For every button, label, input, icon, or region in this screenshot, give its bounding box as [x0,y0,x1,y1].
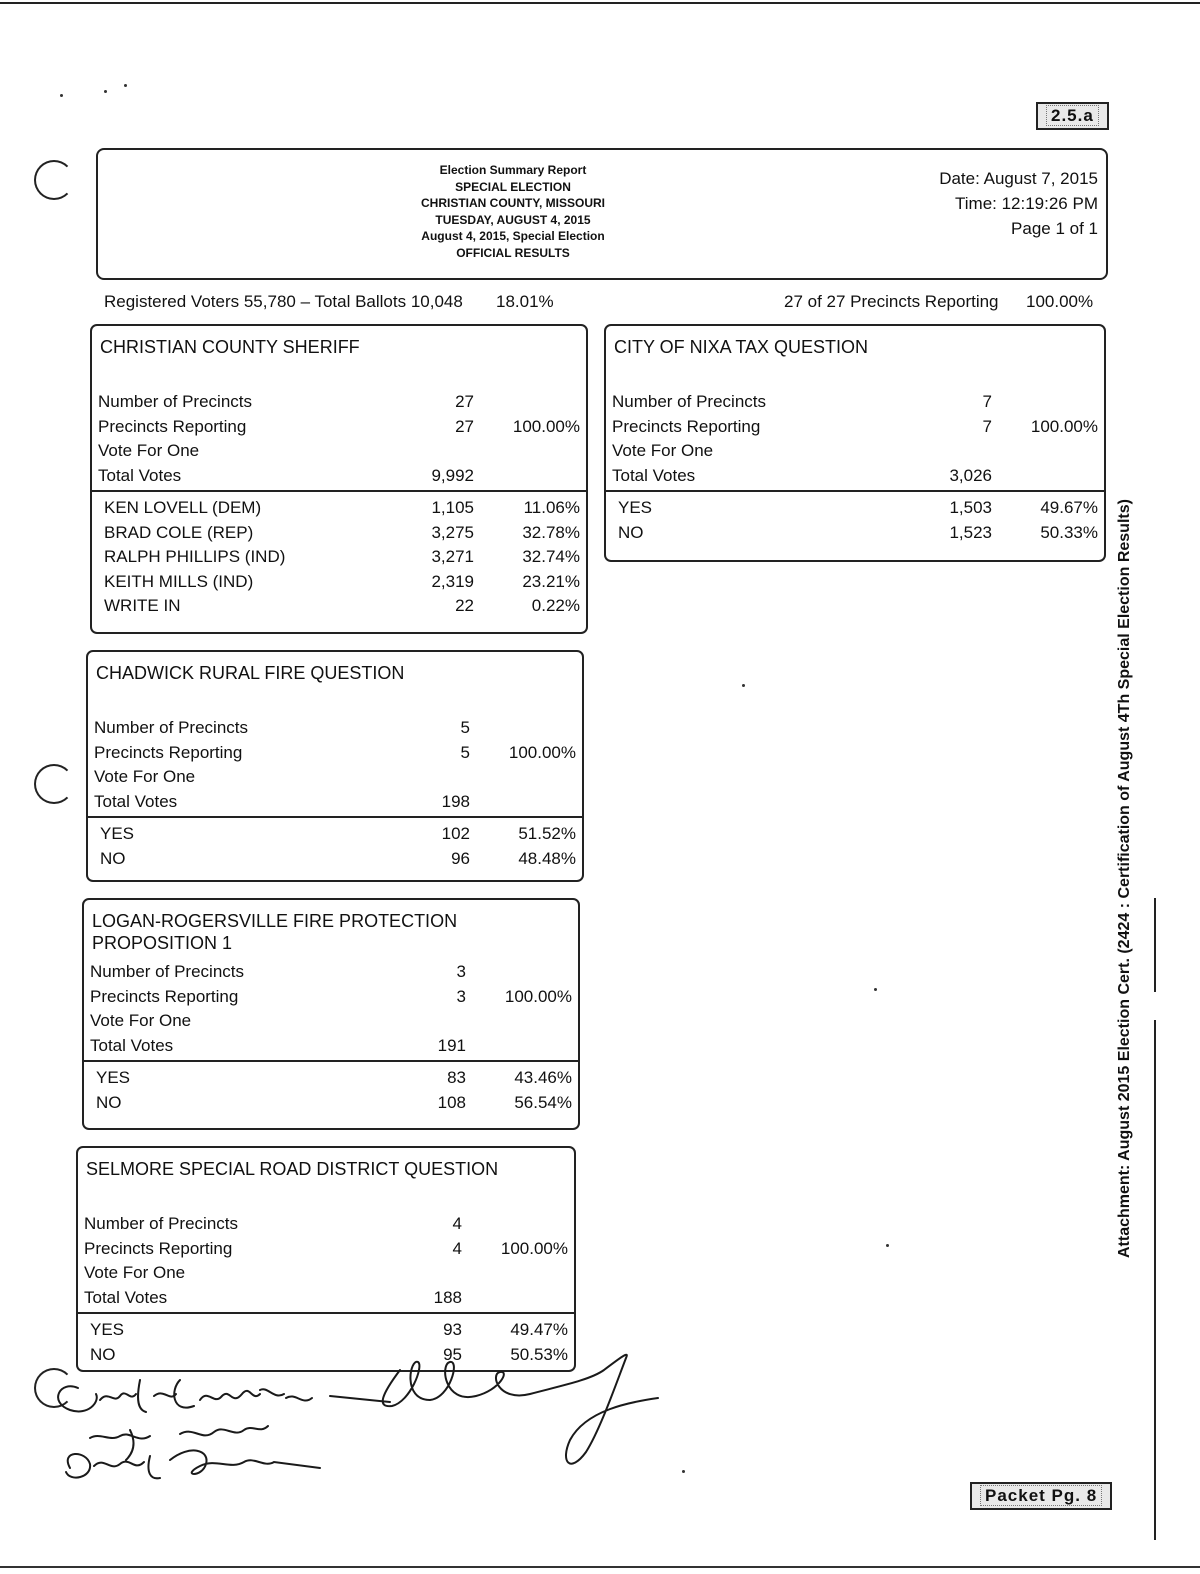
margin-line [1154,1020,1156,1540]
precincts-reporting-summary: 27 of 27 Precincts Reporting [784,292,999,311]
stat-label: Vote For One [98,441,200,460]
result-pct: 50.33% [1040,522,1098,542]
stat-label: Precincts Reporting [84,1238,233,1258]
stat-label: Number of Precincts [94,718,248,737]
report-header [96,148,1108,280]
stat-label: Total Votes [612,465,696,485]
stat-label: Vote For One [612,441,714,460]
section-tag [1036,102,1109,130]
stat-value: 9,992 [431,465,474,485]
report-election-name: August 4, 2015, Special Election [421,229,605,243]
stat-row-number-of-precincts [84,962,578,986]
packet-page-tag [970,1482,1112,1510]
report-election-day: TUESDAY, AUGUST 4, 2015 [435,212,591,227]
stat-row-precincts-reporting [84,987,578,1011]
section-tag-label: 2.5.a [1046,105,1099,126]
stat-label: Vote For One [84,1263,186,1282]
stat-row-total-votes [78,1288,574,1312]
stat-value: 5 [460,742,470,762]
stat-value: 4 [452,1214,462,1233]
result-value: 93 [443,1320,462,1339]
result-value: 1,503 [949,498,992,517]
result-row-brad-cole-rep [92,523,586,547]
stat-value: 7 [982,416,992,436]
stat-label: Precincts Reporting [90,986,239,1006]
report-title: Election Summary Report [439,163,587,177]
results-divider [88,816,582,818]
report-date: Date: August 7, 2015 [939,169,1098,188]
results-divider [78,1312,574,1314]
result-pct: 32.78% [522,522,580,542]
result-pct: 49.47% [510,1320,568,1339]
stat-value: 27 [455,416,474,436]
stat-label: Number of Precincts [90,962,244,981]
result-value: 95 [443,1344,462,1364]
stat-row-total-votes [92,466,586,490]
result-value: 3,275 [431,522,474,542]
stat-row-number-of-precincts [92,392,586,416]
race-box-christian-county-sheriff [90,324,588,634]
stat-pct: 100.00% [504,986,572,1006]
precincts-reporting-percent: 100.00% [1026,292,1094,311]
stat-value: 198 [441,791,470,811]
result-pct: 23.21% [522,571,580,591]
result-label: NO [96,1092,122,1112]
punch-hole [34,764,74,804]
result-label: NO [100,848,126,868]
margin-line [1154,898,1156,992]
results-divider [84,1060,578,1062]
stat-row-total-votes [84,1036,578,1060]
result-label: NO [618,522,644,542]
result-row-yes [606,498,1104,522]
stat-value: 3 [456,962,466,981]
report-county: CHRISTIAN COUNTY, MISSOURI [420,196,605,210]
result-label: KEITH MILLS (IND) [104,571,254,591]
stat-row-total-votes [606,466,1104,490]
stat-pct: 100.00% [512,416,580,436]
result-row-ralph-phillips-ind [92,547,586,571]
result-label: YES [96,1068,131,1087]
result-pct: 49.67% [1040,498,1098,517]
report-page: Page 1 of 1 [1011,219,1098,238]
result-row-ken-lovell-dem [92,498,586,522]
result-row-write-in [92,596,586,620]
report-title-block [398,162,628,261]
stat-row-number-of-precincts [78,1214,574,1238]
stat-value: 4 [452,1238,462,1258]
result-label: YES [618,498,653,517]
stat-label: Total Votes [90,1035,174,1055]
result-pct: 11.06% [523,498,580,517]
stat-label: Number of Precincts [84,1214,238,1233]
report-time: Time: 12:19:26 PM [955,194,1098,213]
result-value: 102 [441,824,470,843]
result-row-no [84,1093,578,1117]
stat-label: Number of Precincts [612,392,766,411]
results-divider [606,490,1104,492]
stat-row-precincts-reporting [92,417,586,441]
stat-row-precincts-reporting [606,417,1104,441]
signatures [30,1350,670,1500]
stat-value: 27 [455,392,474,411]
report-election-type: SPECIAL ELECTION [455,179,571,194]
result-value: 22 [455,596,474,615]
bottom-border-line [0,1566,1200,1568]
result-value: 96 [451,848,470,868]
stat-label: Total Votes [84,1287,168,1307]
scan-speck [742,684,745,687]
packet-page-label: Packet Pg. 8 [980,1485,1102,1506]
result-row-no [88,849,582,873]
result-value: 1,523 [949,522,992,542]
stat-row-vote-for-one [88,767,582,791]
punch-hole [34,160,74,200]
stat-value: 3 [456,986,466,1006]
race-box-chadwick-rural-fire-question [86,650,584,882]
race-title: CHADWICK RURAL FIRE QUESTION [96,663,405,683]
stat-row-vote-for-one [606,441,1104,465]
race-box-selmore-special-road-district [76,1146,576,1372]
race-title: SELMORE SPECIAL ROAD DISTRICT QUESTION [86,1159,499,1179]
turnout-percent: 18.01% [496,292,554,311]
stat-row-vote-for-one [92,441,586,465]
stat-label: Vote For One [90,1011,192,1030]
stat-row-number-of-precincts [606,392,1104,416]
result-label: RALPH PHILLIPS (IND) [104,547,286,566]
scan-speck [874,988,877,991]
attachment-side-note: Attachment: August 2015 Election Cert. (2424 : Certification of August 4Th Special Election Results) [1116,499,1133,1258]
stat-label: Precincts Reporting [612,416,761,436]
stat-value: 188 [433,1287,462,1307]
stat-value: 5 [460,718,470,737]
registered-voters-summary: Registered Voters 55,780 – Total Ballots 10,048 [104,292,463,311]
stat-value: 191 [437,1035,466,1055]
result-label: YES [90,1320,125,1339]
stat-label: Number of Precincts [98,392,252,411]
result-label: YES [100,824,135,843]
stat-label: Precincts Reporting [98,416,247,436]
report-meta [939,166,1098,241]
result-label: NO [90,1344,116,1364]
top-border-line [0,2,1200,4]
result-pct: 0.22% [531,596,580,615]
stat-label: Total Votes [94,791,178,811]
result-row-no [606,523,1104,547]
result-pct: 56.54% [514,1092,572,1112]
stat-row-precincts-reporting [88,743,582,767]
race-title: LOGAN-ROGERSVILLE FIRE PROTECTION PROPOSITION 1 [92,911,458,953]
stat-row-vote-for-one [78,1263,574,1287]
result-label: WRITE IN [104,596,181,615]
race-title: CHRISTIAN COUNTY SHERIFF [100,337,360,357]
race-title: CITY OF NIXA TAX QUESTION [614,337,869,357]
scan-speck [60,94,63,97]
report-status: OFFICIAL RESULTS [456,245,570,260]
stat-row-total-votes [88,792,582,816]
result-label: KEN LOVELL (DEM) [104,498,262,517]
stat-label: Total Votes [98,465,182,485]
stat-row-vote-for-one [84,1011,578,1035]
result-label: BRAD COLE (REP) [104,522,254,542]
race-box-city-of-nixa-tax-question [604,324,1106,562]
stat-pct: 100.00% [500,1238,568,1258]
result-pct: 32.74% [522,547,580,566]
stat-row-number-of-precincts [88,718,582,742]
stat-value: 3,026 [949,465,992,485]
results-divider [92,490,586,492]
stat-label: Precincts Reporting [94,742,243,762]
result-pct: 48.48% [518,848,576,868]
result-value: 108 [437,1092,466,1112]
scan-speck [886,1244,889,1247]
race-box-logan-rogersville-fire-protection [82,898,580,1130]
stat-label: Vote For One [94,767,196,786]
result-value: 83 [447,1068,466,1087]
stat-value: 7 [982,392,992,411]
stat-pct: 100.00% [508,742,576,762]
result-pct: 51.52% [518,824,576,843]
stat-pct: 100.00% [1030,416,1098,436]
result-value: 3,271 [431,547,474,566]
scan-speck [104,90,107,93]
stat-row-precincts-reporting [78,1239,574,1263]
result-row-yes [78,1320,574,1344]
scan-speck [682,1470,685,1473]
result-row-yes [88,824,582,848]
result-value: 2,319 [431,571,474,591]
result-value: 1,105 [431,498,474,517]
scan-speck [124,84,127,87]
result-pct: 50.53% [510,1344,568,1364]
result-pct: 43.46% [514,1068,572,1087]
result-row-yes [84,1068,578,1092]
result-row-keith-mills-ind [92,572,586,596]
